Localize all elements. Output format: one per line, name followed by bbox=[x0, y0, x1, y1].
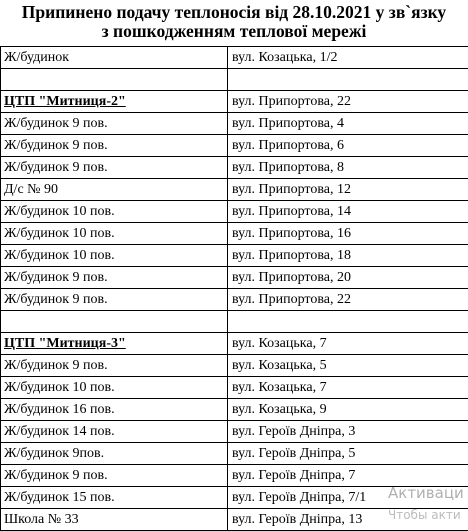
building-cell: Ж/будинок 9 пов. bbox=[1, 135, 225, 157]
address-cell: вул. Припортова, 12 bbox=[228, 179, 468, 201]
blank-row bbox=[1, 69, 468, 91]
building-cell: Ж/будинок 9 пов. bbox=[1, 157, 225, 179]
address-cell: вул. Припортова, 6 bbox=[228, 135, 468, 157]
address-cell: вул. Припортова, 8 bbox=[228, 157, 468, 179]
building-cell: Ж/будинок 10 пов. bbox=[1, 377, 225, 399]
building-cell bbox=[1, 333, 225, 355]
address-cell: вул. Героїв Дніпра, 5 bbox=[228, 443, 468, 465]
address-cell: вул. Припортова, 22 bbox=[228, 91, 468, 113]
address-cell: вул. Припортова, 22 bbox=[228, 289, 468, 311]
building-cell: Ж/будинок 14 пов. bbox=[1, 421, 225, 443]
table-row bbox=[1, 201, 468, 223]
building-cell: Ж/будинок 9пов. bbox=[1, 443, 225, 465]
building-cell: Ж/будинок 9 пов. bbox=[1, 289, 225, 311]
building-cell: Ж/будинок 10 пов. bbox=[1, 245, 225, 267]
building-cell bbox=[1, 91, 225, 113]
outage-table-body bbox=[1, 47, 468, 531]
substation-name: ЦТП "Митниця-2" bbox=[4, 94, 126, 109]
building-cell: Ж/будинок 10 пов. bbox=[1, 223, 225, 245]
address-cell: вул. Припортова, 16 bbox=[228, 223, 468, 245]
address-cell: вул. Козацька, 7 bbox=[228, 333, 468, 355]
building-cell: Ж/будинок 10 пов. bbox=[1, 201, 225, 223]
table-row bbox=[1, 47, 468, 69]
substation-header-row bbox=[1, 91, 468, 113]
building-cell: Ж/будинок 15 пов. bbox=[1, 487, 225, 509]
table-row bbox=[1, 113, 468, 135]
table-row bbox=[1, 289, 468, 311]
table-row bbox=[1, 443, 468, 465]
address-cell: вул. Козацька, 5 bbox=[228, 355, 468, 377]
title-line-1: Припинено подачу теплоносія від 28.10.2021 у зв`язку bbox=[0, 3, 468, 22]
table-row bbox=[1, 245, 468, 267]
address-cell bbox=[228, 69, 468, 91]
table-row bbox=[1, 135, 468, 157]
address-cell: вул. Козацька, 7 bbox=[228, 377, 468, 399]
building-cell: Ж/будинок 9 пов. bbox=[1, 465, 225, 487]
table-row bbox=[1, 179, 468, 201]
address-cell: вул. Припортова, 18 bbox=[228, 245, 468, 267]
address-cell: вул. Припортова, 14 bbox=[228, 201, 468, 223]
blank-row bbox=[1, 311, 468, 333]
document-title bbox=[0, 0, 468, 44]
address-cell: вул. Припортова, 20 bbox=[228, 267, 468, 289]
table-row bbox=[1, 223, 468, 245]
activation-watermark-hint: Чтобы акти bbox=[388, 508, 461, 522]
address-cell: вул. Героїв Дніпра, 7/1 bbox=[228, 487, 468, 509]
building-cell bbox=[1, 69, 225, 91]
building-cell: Ж/будинок 9 пов. bbox=[1, 113, 225, 135]
building-cell: Ж/будинок 9 пов. bbox=[1, 267, 225, 289]
substation-header-row bbox=[1, 333, 468, 355]
address-cell: вул. Припортова, 4 bbox=[228, 113, 468, 135]
address-cell: вул. Героїв Дніпра, 3 bbox=[228, 421, 468, 443]
building-cell bbox=[1, 311, 225, 333]
table-row bbox=[1, 267, 468, 289]
activation-watermark: Активаци bbox=[388, 484, 464, 502]
address-cell: вул. Героїв Дніпра, 7 bbox=[228, 465, 468, 487]
table-row bbox=[1, 355, 468, 377]
building-cell: Д/с № 90 bbox=[1, 179, 225, 201]
address-cell: вул. Козацька, 1/2 bbox=[228, 47, 468, 69]
building-cell: Ж/будинок bbox=[1, 47, 225, 69]
table-row bbox=[1, 399, 468, 421]
address-cell: вул. Героїв Дніпра, 13 bbox=[228, 509, 468, 531]
table-row bbox=[1, 421, 468, 443]
address-cell: вул. Козацька, 9 bbox=[228, 399, 468, 421]
building-cell: Ж/будинок 9 пов. bbox=[1, 355, 225, 377]
building-cell: Школа № 33 bbox=[1, 509, 225, 531]
table-row bbox=[1, 157, 468, 179]
title-line-2: з пошкодженням теплової мережі bbox=[0, 22, 468, 41]
address-cell bbox=[228, 311, 468, 333]
building-cell: Ж/будинок 16 пов. bbox=[1, 399, 225, 421]
table-row bbox=[1, 377, 468, 399]
outage-table bbox=[0, 46, 468, 531]
substation-name: ЦТП "Митниця-3" bbox=[4, 336, 126, 351]
